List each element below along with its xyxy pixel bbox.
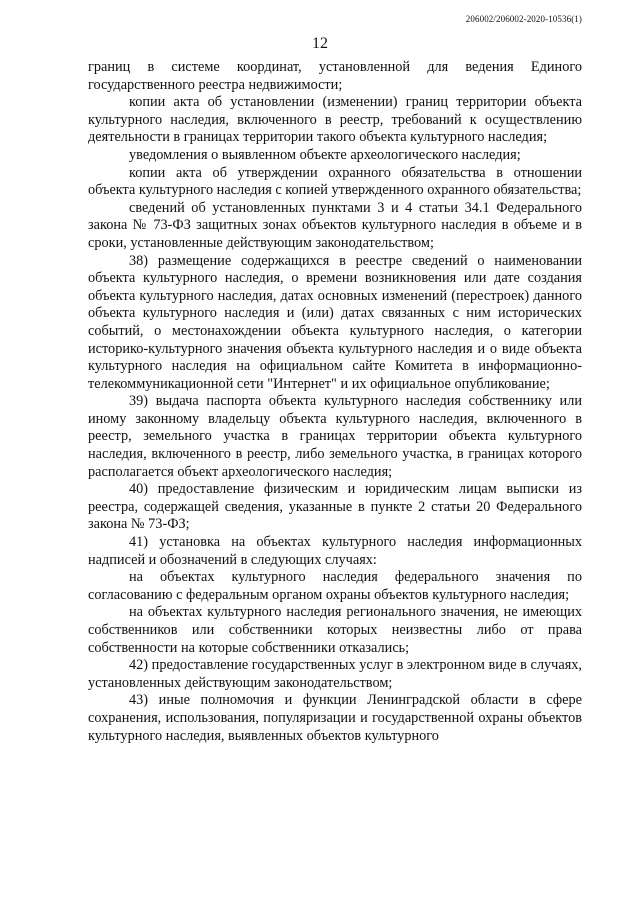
paragraph: 38) размещение содержащихся в реестре сведений о наименовании объекта культурного наследия, о времени возникновения или дате создания объекта культурного наследия, датах основных изменений (перестроек) данного объекта культурного наследия и (или) датах связанных с ним исторических событий, о местонахождении объекта культурного наследия, о категории историко-культурного значения объекта культурного наследия и о виде объекта культурного наследия на официальном сайте Комитета в информационно-телекоммуникационной сети "Интернет" и их официальное опубликование; [88,252,582,392]
paragraph: копии акта об установлении (изменении) границ территории объекта культурного наследия, включенного в реестр, требований к осуществлению деятельности в границах территории такого объекта культурного наследия; [88,94,582,146]
paragraph: 40) предоставление физическим и юридическим лицам выписки из реестра, содержащей сведения, указанные в пункте 2 статьи 20 Федерального закона № 73-ФЗ; [88,481,582,533]
paragraph: уведомления о выявленном объекте археологического наследия; [129,146,521,163]
paragraph: на объектах культурного наследия федерального значения по согласованию с федеральным органом охраны объектов культурного наследия; [88,569,582,603]
paragraph: 43) иные полномочия и функции Ленинградской области в сфере сохранения, использования, популяризации и государственной охраны объектов культурного наследия, выявленных объектов культурного [88,692,582,744]
page-number: 12 [312,35,328,52]
paragraph: на объектах культурного наследия регионального значения, не имеющих собственников или собственники которых неизвестны либо от права собственности на которые собственники отказались; [88,604,582,656]
paragraph: 39) выдача паспорта объекта культурного наследия собственнику или иному законному владельцу объекта культурного наследия, включенного в реестр, земельного участка в границах территории объекта культурного наследия, включенного в реестр, либо земельного участка, в границах которого располагается объект археологического наследия; [88,393,582,480]
document-body [88,59,582,745]
paragraph: границ в системе координат, установленной для ведения Единого государственного реестра недвижимости; [88,59,582,93]
paragraph: сведений об установленных пунктами 3 и 4 статьи 34.1 Федерального закона № 73-ФЗ защитных зонах объектов культурного наследия в объеме и в сроки, установленные действующим законодательством; [88,199,582,251]
paragraph: 42) предоставление государственных услуг в электронном виде в случаях, установленных действующим законодательством; [88,657,582,691]
paragraph: копии акта об утверждении охранного обязательства в отношении объекта культурного наследия с копией утвержденного охранного обязательства; [88,164,582,199]
document-id: 206002/206002-2020-10536(1) [465,14,582,24]
paragraph: 41) установка на объектах культурного наследия информационных надписей и обозначений в следующих случаях: [88,534,582,568]
